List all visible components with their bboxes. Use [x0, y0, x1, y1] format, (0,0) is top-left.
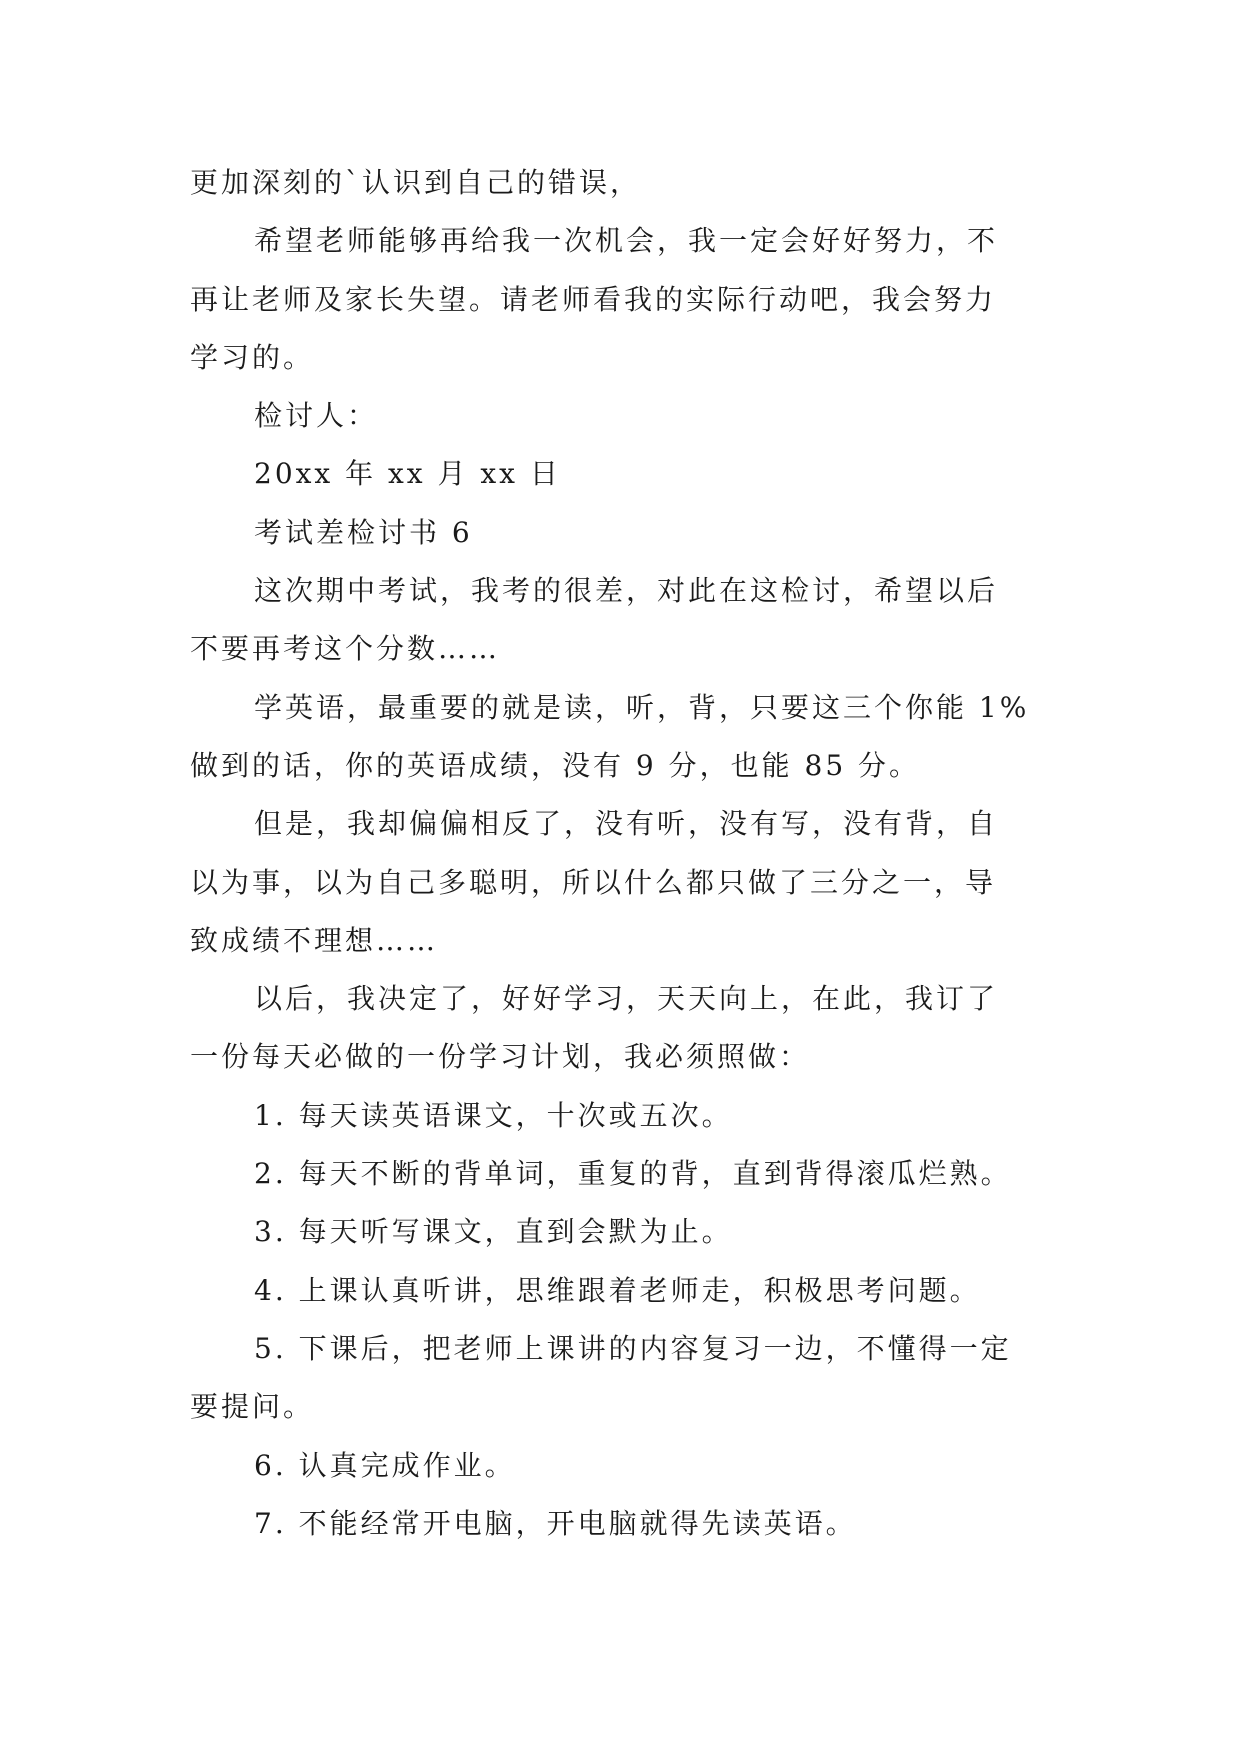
text-line: 学英语，最重要的就是读，听，背，只要这三个你能 1% — [254, 690, 1030, 724]
list-item: 1. 每天读英语课文，十次或五次。 — [254, 1098, 733, 1132]
text-line: 不要再考这个分数…… — [190, 632, 501, 666]
list-item-continuation: 要提问。 — [190, 1390, 315, 1424]
list-item: 5. 下课后，把老师上课讲的内容复习一边，不懂得一定 — [254, 1331, 1012, 1365]
list-item: 3. 每天听写课文，直到会默为止。 — [254, 1215, 733, 1249]
text-line: 再让老师及家长失望。请老师看我的实际行动吧，我会努力 — [190, 282, 997, 316]
text-line: 但是，我却偏偏相反了，没有听，没有写，没有背，自 — [254, 807, 999, 841]
list-item: 4. 上课认真听讲，思维跟着老师走，积极思考问题。 — [254, 1273, 981, 1307]
text-line: 以为事，以为自己多聪明，所以什么都只做了三分之一，导 — [190, 865, 997, 899]
list-item: 2. 每天不断的背单词，重复的背，直到背得滚瓜烂熟。 — [254, 1157, 1012, 1191]
text-line: 以后，我决定了，好好学习，天天向上，在此，我订了 — [254, 982, 999, 1016]
date-line: 20xx 年 xx 月 xx 日 — [254, 457, 561, 491]
section-title: 考试差检讨书 6 — [254, 515, 473, 549]
text-line: 希望老师能够再给我一次机会，我一定会好好努力，不 — [254, 224, 999, 258]
text-line: 做到的话，你的英语成绩，没有 9 分，也能 85 分。 — [190, 748, 921, 782]
text-line: 一份每天必做的一份学习计划，我必须照做： — [190, 1040, 811, 1074]
list-item: 6. 认真完成作业。 — [254, 1448, 516, 1482]
text-line: 学习的。 — [190, 340, 315, 374]
text-line: 致成绩不理想…… — [190, 923, 439, 957]
text-line: 这次期中考试，我考的很差，对此在这检讨，希望以后 — [254, 574, 999, 608]
document-body — [190, 154, 1060, 1553]
text-line: 更加深刻的`认识到自己的错误， — [190, 166, 642, 199]
list-item: 7. 不能经常开电脑，开电脑就得先读英语。 — [254, 1506, 857, 1540]
signature-label: 检讨人： — [254, 399, 379, 433]
